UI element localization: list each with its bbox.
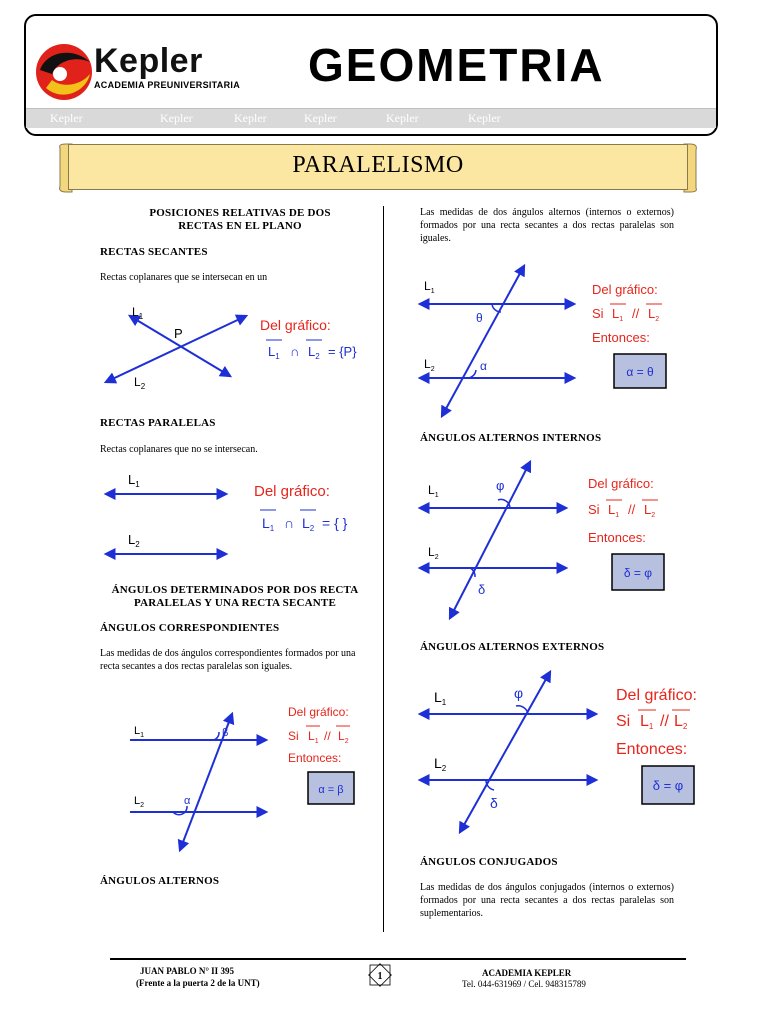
svg-text:L1: $L_1$ <box>608 502 620 519</box>
svg-text://: // <box>628 502 636 517</box>
label-entonces: Entonces: <box>616 741 688 758</box>
label-l2: $L_2$ <box>434 755 447 773</box>
result-text: δ = φ <box>652 778 684 793</box>
page-number-ornament-icon <box>360 962 400 992</box>
svg-text://: // <box>660 713 669 730</box>
condition-parallel <box>588 500 658 519</box>
svg-text:L2: $L_2$ <box>338 729 349 745</box>
svg-text:∩: ∩ <box>284 515 295 531</box>
strip-item: Kepler <box>234 111 267 125</box>
svg-text:Si: Si <box>288 729 299 743</box>
label-del-grafico: Del gráfico: <box>616 687 697 704</box>
label-del-grafico: Del gráfico: <box>588 476 654 491</box>
text-secantes: Rectas coplanares que se intersecan en un <box>100 272 268 283</box>
label-l1: $L_1$ <box>134 725 145 739</box>
brand-name: Kepler <box>94 42 203 80</box>
svg-text:L2: $L_2$ <box>302 515 315 533</box>
label-entonces: Entonces: <box>588 530 646 545</box>
label-l2: $L_2$ <box>428 545 439 561</box>
heading-alternos-externos: ÁNGULOS ALTERNOS EXTERNOS <box>420 641 605 653</box>
section-title-angles: ÁNGULOS DETERMINADOS POR DOS RECTA PARALELAS Y UNA RECTA SECANTE <box>111 584 359 609</box>
svg-text://: // <box>632 306 640 321</box>
svg-text:Si: Si <box>592 306 604 321</box>
label-l1: $L_1$ <box>428 483 439 499</box>
figure-alternate-exterior <box>416 668 696 838</box>
footer-phones: Tel. 044-631969 / Cel. 948315789 <box>462 979 586 989</box>
label-l1: $L_1$ <box>132 305 144 321</box>
condition-parallel <box>592 304 662 323</box>
label-point-p: P <box>174 326 183 341</box>
result-text: α = β <box>318 784 344 796</box>
subject-title: GEOMETRIA <box>308 39 605 91</box>
text-correspondientes: Las medidas de dos ángulos correspondientes formados por una recta secantes a dos rectas paralelas son iguales. <box>100 648 356 672</box>
svg-text:L2: $L_2$ <box>308 344 320 361</box>
heading-correspondientes: ÁNGULOS CORRESPONDIENTES <box>100 622 280 634</box>
label-del-grafico: Del gráfico: <box>254 483 330 500</box>
angle-phi: φ <box>496 478 505 493</box>
result-text: α = θ <box>626 365 654 379</box>
angle-alpha: α <box>184 795 191 807</box>
heading-paralelas: RECTAS PARALELAS <box>100 417 216 429</box>
figure-parallel-lines <box>100 466 370 566</box>
svg-text:∩: ∩ <box>290 344 300 359</box>
banner-title: PARALELISMO <box>292 152 464 178</box>
label-l1: $L_1$ <box>128 472 140 489</box>
result-text: δ = φ <box>623 566 653 580</box>
label-l1: $L_1$ <box>424 279 435 295</box>
strip-item: Kepler <box>160 111 193 125</box>
equation-parallel <box>260 510 348 533</box>
svg-text://: // <box>324 729 331 743</box>
svg-text:L1: $L_1$ <box>262 515 275 533</box>
svg-text:Si: Si <box>616 713 631 730</box>
svg-text:L1: L1 <box>640 713 654 731</box>
strip-item: Kepler <box>304 111 337 125</box>
text-alternos: Las medidas de dos ángulos alternos (internos o externos) formados por una recta secantes a dos rectas paralelas son iguales. <box>420 207 674 244</box>
strip-item: Kepler <box>50 111 83 125</box>
label-l2: $L_2$ <box>134 375 146 391</box>
label-del-grafico: Del gráfico: <box>260 317 331 333</box>
text-conjugados: Las medidas de dos ángulos conjugados (internos o externos) formados por una recta secantes a dos rectas paralelas son suplementarios. <box>420 882 674 919</box>
equation-secant <box>266 340 357 361</box>
svg-text:L2: $L_2$ <box>644 502 656 519</box>
condition-parallel <box>288 726 350 745</box>
svg-text:Si: Si <box>588 502 600 517</box>
brand-subtitle: ACADEMIA PREUNIVERSITARIA <box>94 80 241 90</box>
footer-address: JUAN PABLO N° II 395 <box>140 966 234 976</box>
condition-parallel <box>616 710 690 731</box>
label-entonces: Entonces: <box>592 330 650 345</box>
svg-text:L1: $L_1$ <box>268 344 280 361</box>
label-l2: $L_2$ <box>134 795 145 809</box>
kepler-logo-icon <box>32 40 96 104</box>
header-box <box>24 14 718 136</box>
angle-theta: θ <box>476 311 483 325</box>
figure-alternate-interior <box>416 458 686 623</box>
svg-text:L1: $L_1$ <box>308 729 319 745</box>
footer-rule <box>110 958 686 960</box>
label-l1: $L_1$ <box>434 689 447 707</box>
angle-alpha: α <box>480 359 487 373</box>
label-entonces: Entonces: <box>288 751 342 765</box>
angle-phi: φ <box>514 685 524 701</box>
svg-text:L2: L2 <box>674 713 688 731</box>
strip-item: Kepler <box>386 111 419 125</box>
svg-text:L2: $L_2$ <box>648 306 660 323</box>
figure-secant-lines <box>96 296 376 396</box>
footer-address-note: (Frente a la puerta 2 de la UNT) <box>136 978 260 988</box>
figure-alternate-angles <box>416 260 686 420</box>
angle-delta: δ <box>478 582 486 597</box>
header-strip <box>26 108 716 128</box>
svg-text:= { }: = { } <box>322 515 348 531</box>
section-title-positions: POSICIONES RELATIVAS DE DOS RECTAS EN EL PLANO <box>149 207 331 232</box>
label-l2: $L_2$ <box>128 532 140 549</box>
figure-corresponding-angles <box>126 705 376 852</box>
title-banner <box>58 142 698 194</box>
svg-text:= {P}: = {P} <box>328 344 357 359</box>
heading-alternos: ÁNGULOS ALTERNOS <box>100 875 220 887</box>
label-del-grafico: Del gráfico: <box>592 282 658 297</box>
svg-text:L1: $L_1$ <box>612 306 624 323</box>
angle-delta: δ <box>490 795 498 811</box>
label-l2: $L_2$ <box>424 357 435 373</box>
column-divider <box>383 206 384 932</box>
heading-secantes: RECTAS SECANTES <box>100 246 208 258</box>
angle-beta: β <box>222 727 229 739</box>
footer-academy: ACADEMIA KEPLER <box>482 968 572 978</box>
heading-conjugados: ÁNGULOS CONJUGADOS <box>420 856 558 868</box>
strip-item: Kepler <box>468 111 501 125</box>
heading-alternos-internos: ÁNGULOS ALTERNOS INTERNOS <box>420 432 602 444</box>
text-paralelas: Rectas coplanares que no se intersecan. <box>100 444 258 455</box>
page-number: 1 <box>377 971 383 982</box>
label-del-grafico: Del gráfico: <box>288 705 349 719</box>
